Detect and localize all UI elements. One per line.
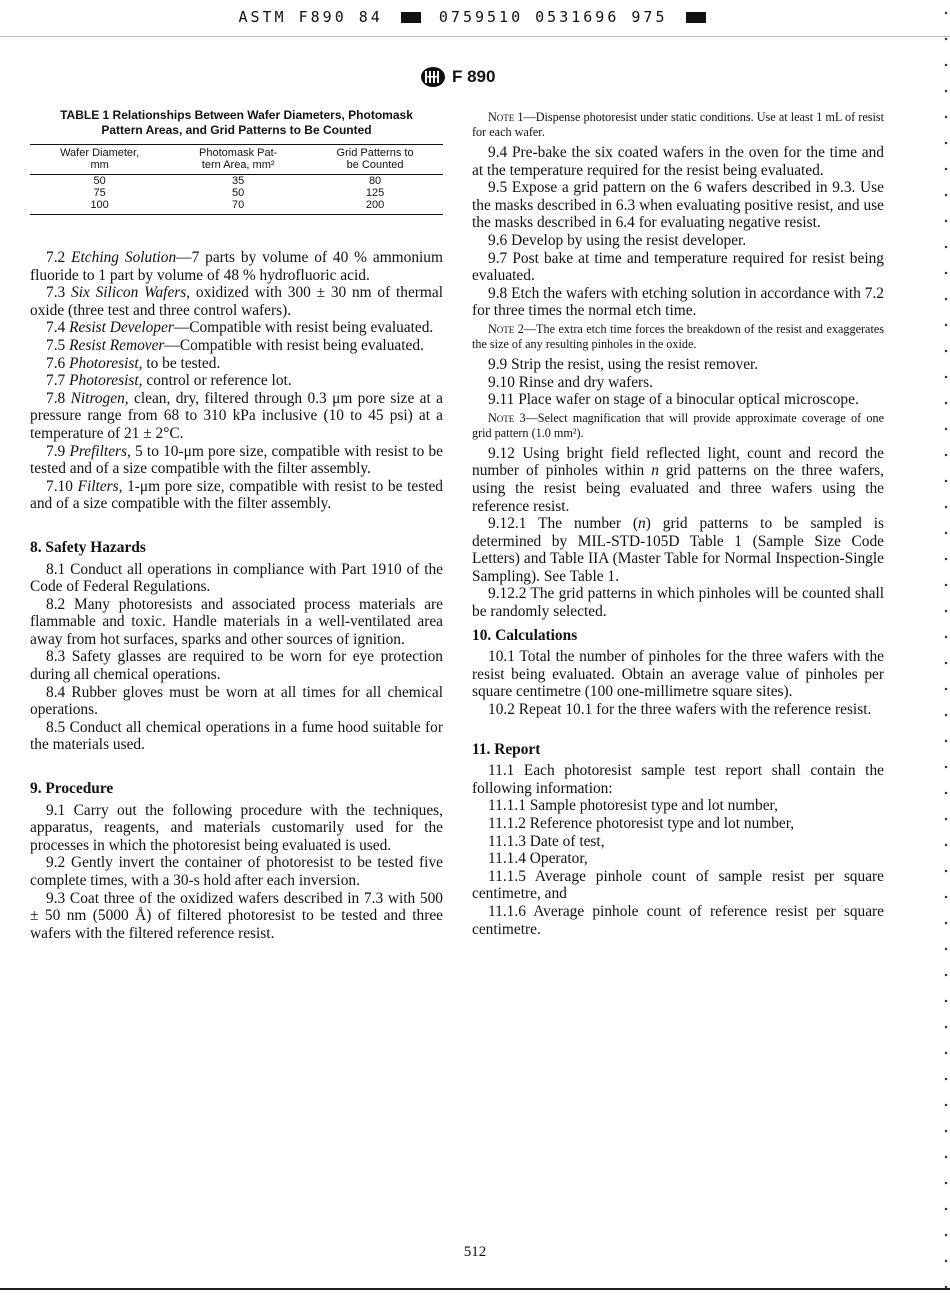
top-rule (0, 36, 950, 37)
header-line: mm (90, 159, 109, 171)
section-heading-9: 9. Procedure (30, 780, 114, 798)
para-text: clean, dry, filtered through 0.3 μm pore size at a pressure range from 68 to 310 kPa inclusive (10 to 45 psi) at a temperature of 21 ± 2°C. (30, 389, 443, 442)
para-number: 7.3 (46, 284, 66, 302)
para-number: 7.2 (46, 249, 66, 266)
para-9-3: 9.3 Coat three of the oxidized wafers described in 7.3 with 500 ± 50 nm (5000 Å) of filtered photoresist to be tested and three wafers with the filtered reference resist. (30, 889, 443, 942)
para-7-2 (30, 249, 443, 284)
para-9-7: 9.7 Post bake at time and temperature required for resist being evaluated. (472, 249, 884, 285)
para-9-5: 9.5 Expose a grid pattern on the 6 wafers described in 9.3. Use the masks described in 6.3 when evaluating positive resist, and use the masks described in 6.4 for evaluating negative resist. (472, 179, 884, 232)
para-term: Filters, (77, 477, 123, 495)
para-text: 9.12.1 The number ( (488, 515, 639, 533)
para-term: Photoresist, (69, 354, 143, 372)
para-8-1: 8.1 Conduct all operations in compliance with Part 1910 of the Code of Federal Regulations. (30, 560, 443, 596)
header-line: tern Area, mm² (201, 159, 275, 171)
note-1 (472, 110, 884, 140)
right-column (472, 108, 884, 938)
table-grid (30, 144, 443, 215)
para-term: Six Silicon Wafers, (71, 284, 191, 302)
table-1 (30, 108, 443, 215)
para-number: 7.5 (46, 336, 66, 354)
para-text: control or reference lot. (142, 372, 292, 390)
note-3 (472, 411, 884, 441)
note-2 (472, 322, 884, 352)
left-column (30, 108, 443, 942)
header-line: Grid Patterns to (336, 147, 414, 159)
table-row (30, 199, 443, 215)
para-term: Prefilters, (69, 442, 131, 460)
header-line: be Counted (346, 159, 404, 171)
para-term: Resist Developer (69, 319, 174, 337)
table-cell: 75 (93, 187, 106, 199)
table-cell: 125 (365, 187, 385, 199)
table-cell: 35 (232, 175, 245, 187)
para-9-11: 9.11 Place wafer on stage of a binocular optical microscope. (488, 391, 859, 409)
para-variable: n (651, 462, 659, 480)
table-cell: 200 (307, 199, 443, 215)
para-8-2: 8.2 Many photoresists and associated process materials are flammable and toxic. Handle materials in a well-ventilated area away from hot surfaces, sparks and other sources of ignition. (30, 595, 443, 648)
scan-edge-dots (944, 0, 948, 1296)
para-number: 7.9 (46, 442, 66, 460)
para-text: 5 to 10-μm pore size, compatible with resist to be tested and of a size compatible with the filter assembly. (30, 442, 443, 478)
para-10-1: 10.1 Total the number of pinholes for the three wafers with the resist being evaluated. Obtain an average value of pinholes per square centimetre (100 one-millimetre square sites). (472, 648, 884, 701)
para-number: 7.6 (46, 354, 66, 372)
table-header-cell (169, 145, 307, 175)
para-9-10: 9.10 Rinse and dry wafers. (488, 373, 653, 391)
para-number: 7.10 (46, 477, 73, 495)
para-term: Nitrogen, (70, 389, 129, 407)
header-line: Wafer Diameter, (60, 147, 140, 159)
para-number: 7.7 (46, 372, 66, 390)
bottom-rule (0, 1288, 950, 1290)
table-caption-line2: Pattern Areas, and Grid Patterns to Be Counted (101, 123, 372, 137)
header-barcode-digits: 0759510 0531696 (438, 8, 620, 26)
para-7-7 (30, 372, 443, 390)
para-7-6 (30, 355, 443, 373)
para-11-1-1: 11.1.1 Sample photoresist type and lot number, (488, 797, 778, 815)
para-8-3: 8.3 Safety glasses are required to be worn for eye protection during all chemical operations. (30, 648, 443, 684)
para-text: —Compatible with resist being evaluated. (173, 319, 434, 337)
para-variable: n (638, 515, 646, 533)
section-heading-11: 11. Report (472, 740, 541, 758)
para-text: —7 parts by volume of 40 % ammonium fluoride to 1 part by volume of 48 % hydrofluoric acid. (30, 249, 443, 284)
para-11-1-6: 11.1.6 Average pinhole count of reference resist per square centimetre. (472, 902, 884, 938)
para-11-1-2: 11.1.2 Reference photoresist type and lot number, (488, 815, 795, 832)
para-term: Resist Remover (69, 336, 165, 354)
para-7-3 (30, 284, 443, 319)
para-9-4: 9.4 Pre-bake the six coated wafers in the oven for the time and at the temperature required for the resist being evaluated. (472, 144, 884, 179)
table-header-row (30, 145, 443, 175)
table-row (30, 187, 443, 199)
section-heading-8: 8. Safety Hazards (30, 538, 146, 556)
table-cell: 80 (368, 175, 382, 187)
section-heading-10: 10. Calculations (472, 626, 578, 644)
para-text: oxidized with 300 ± 30 nm of thermal oxide (three test and three control wafers). (30, 284, 443, 319)
para-11-1: 11.1 Each photoresist sample test report shall contain the following information: (472, 762, 884, 797)
astm-logo-icon (420, 66, 446, 88)
para-10-2: 10.2 Repeat 10.1 for the three wafers with the reference resist. (488, 701, 872, 719)
header-standard-code: ASTM F890 84 (238, 8, 383, 26)
para-11-1-3: 11.1.3 Date of test, (488, 832, 605, 850)
header-line: Photomask Pat- (199, 147, 278, 159)
para-8-4: 8.4 Rubber gloves must be worn at all times for all chemical operations. (30, 683, 443, 719)
para-7-9 (30, 443, 443, 478)
table-caption (30, 108, 443, 138)
para-9-6: 9.6 Develop by using the resist developer. (488, 231, 747, 249)
para-11-1-5: 11.1.5 Average pinhole count of sample resist per square centimetre, and (472, 867, 884, 903)
para-number: 7.4 (46, 319, 66, 337)
table-header-cell (307, 145, 443, 175)
para-9-2: 9.2 Gently invert the container of photoresist to be tested five complete times, with a 30-s hold after each inversion. (30, 854, 443, 889)
page-header (0, 8, 950, 26)
para-text: to be tested. (142, 354, 221, 372)
table-cell: 100 (30, 199, 169, 215)
para-text: 9.12 Using bright field reflected light, count and record the number of pinholes within (472, 444, 884, 480)
para-number: 7.8 (46, 389, 66, 407)
para-text: grid patterns on the three wafers, using the resist being evaluated and three wafers using the reference resist. (472, 462, 884, 515)
para-8-5: 8.5 Conduct all chemical operations in a fume hood suitable for the materials used. (30, 718, 443, 754)
para-9-12-2: 9.12.2 The grid patterns in which pinholes will be counted shall be randomly selected. (472, 585, 884, 621)
note-text: —Select magnification that will provide approximate coverage of one grid pattern (1.0 mm²). (472, 410, 885, 440)
designation-header (420, 66, 495, 88)
note-text: —The extra etch time forces the breakdown of the resist and exaggerates the size of any resulting pinholes in the oxide. (472, 321, 884, 351)
para-7-10 (30, 478, 443, 513)
table-header-cell (30, 145, 169, 175)
para-7-8 (30, 390, 443, 443)
para-9-12-1 (472, 515, 884, 585)
para-9-1: 9.1 Carry out the following procedure with the techniques, apparatus, reagents, and materials customarily used for the processes in which the photoresist being evaluated is used. (30, 801, 443, 854)
table-cell: 50 (93, 175, 106, 187)
page-number: 512 (463, 1244, 487, 1260)
para-9-9: 9.9 Strip the resist, using the resist remover. (488, 355, 759, 373)
note-label: Note 1 (488, 110, 524, 124)
note-text: —Dispense photoresist under static conditions. Use at least 1 mL of resist for each wafer. (472, 110, 884, 139)
para-text: 1-μm pore size, compatible with resist to be tested and of a size compatible with the filter assembly. (30, 477, 443, 513)
note-label: Note 3 (488, 410, 526, 425)
para-term: Photoresist, (69, 372, 143, 390)
note-label: Note 2 (488, 321, 524, 336)
table-cell: 70 (169, 199, 307, 215)
table-cell: 50 (232, 187, 245, 199)
header-block-mark (401, 12, 421, 23)
para-7-5 (30, 337, 443, 355)
table-row (30, 175, 443, 188)
para-term: Etching Solution (71, 249, 177, 266)
para-7-4 (30, 319, 443, 337)
para-11-1-4: 11.1.4 Operator, (488, 850, 588, 868)
header-block-mark (686, 12, 706, 23)
para-9-8: 9.8 Etch the wafers with etching solution in accordance with 7.2 for three times the normal etch time. (472, 284, 884, 320)
para-text: ) grid patterns to be sampled is determined by MIL-STD-105D Table 1 (Sample Size Code Letters) and Table IIA (Master Table for Normal Inspection-Single Sampling). See Table 1. (472, 515, 884, 585)
para-9-12 (472, 445, 884, 515)
designation: F 890 (452, 67, 496, 86)
table-caption-line1: TABLE 1 Relationships Between Wafer Diameters, Photomask (60, 108, 413, 122)
para-text: —Compatible with resist being evaluated. (164, 336, 424, 354)
header-code-suffix: 975 (631, 8, 668, 26)
